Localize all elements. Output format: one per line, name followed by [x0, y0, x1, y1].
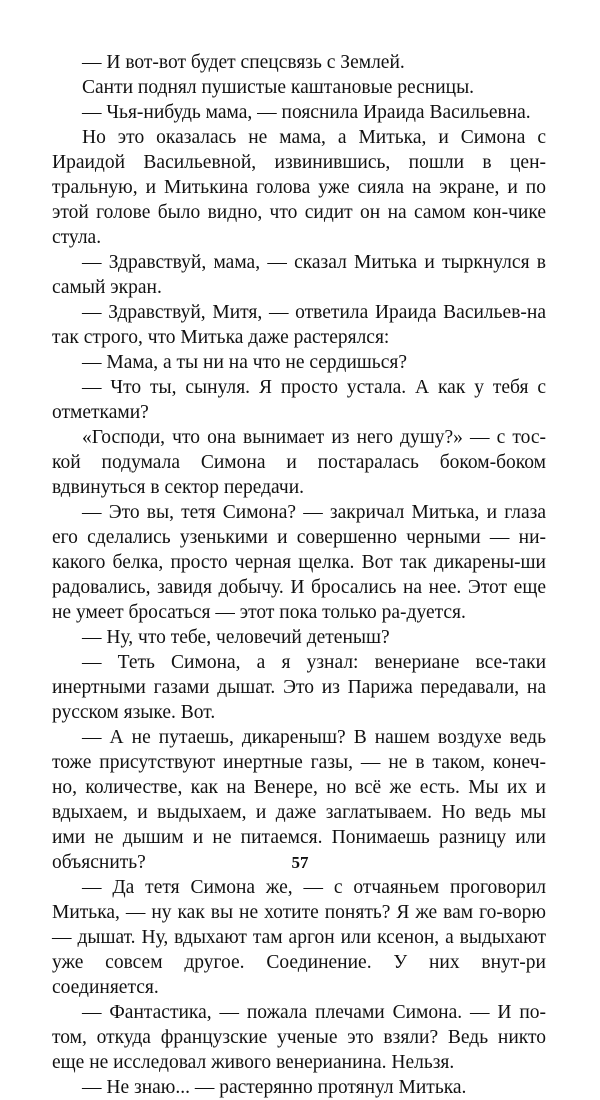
paragraph: — Здравствуй, Митя, — ответила Ираида Васильев-на так строго, что Митька даже растерялся: [52, 302, 546, 348]
paragraph: — Фантастика, — пожала плечами Симона. — И по-том, откуда французские ученые это взяли? Ведь никто еще не исследовал живого венерианина. Нельзя. [52, 1002, 546, 1073]
page-text [52, 50, 546, 1100]
paragraph: «Господи, что она вынимает из него душу?» — с тос-кой подумала Симона и постаралась боком-боком вдвинуться в сектор передачи. [52, 427, 546, 498]
page-number: 57 [291, 853, 309, 872]
paragraph: — А не путаешь, дикареныш? В нашем воздухе ведь тоже присутствуют инертные газы, — не в таком, конеч-но, количестве, как на Венере, но всё же есть. Мы их и вдыхаем, и выдыхаем, и даже заглатываем. Но ведь мы ими не дышим и не питаемся. Понимаешь разницу или объяснить? [52, 727, 546, 873]
paragraph: Но это оказалась не мама, а Митька, и Симона с Ираидой Васильевной, извинившись, пошли в цен-тральную, и Митькина голова уже сияла на экране, и по этой голове было видно, что сидит он на самом кон-чике стула. [52, 127, 546, 248]
paragraph: — Чья-нибудь мама, — пояснила Ираида Васильевна. [82, 102, 531, 123]
paragraph: — Да тетя Симона же, — с отчаяньем проговорил Митька, — ну как вы не хотите понять? Я же вам го-ворю — дышат. Ну, вдыхают там аргон или ксенон, а выдыхают уже совсем другое. Соединение. У них внут-ри соединяется. [52, 877, 546, 998]
paragraph: — Это вы, тетя Симона? — закричал Митька, и глаза его сделались узенькими и совершенно черными — ни-какого белка, просто черная щелка. Вот так дикарены-ши радовались, завидя добычу. И бросались на нее. Этот еще не умеет бросаться — этот пока только ра-дуется. [52, 502, 546, 623]
paragraph: — Здравствуй, мама, — сказал Митька и тыркнулся в самый экран. [52, 252, 546, 298]
paragraph: — Ну, что тебе, человечий детеныш? [82, 627, 390, 648]
paragraph: — Не знаю... — растерянно протянул Митька. [82, 1077, 467, 1098]
paragraph: — Что ты, сынуля. Я просто устала. А как у тебя с отметками? [52, 377, 546, 423]
paragraph: — Мама, а ты ни на что не сердишься? [82, 352, 407, 373]
paragraph: Санти поднял пушистые каштановые ресницы. [82, 77, 475, 98]
paragraph: — Теть Симона, а я узнал: венериане все-таки инертными газами дышат. Это из Парижа передавали, на русском языке. Вот. [52, 652, 546, 723]
paragraph: — И вот-вот будет спецсвязь с Землей. [82, 52, 405, 73]
